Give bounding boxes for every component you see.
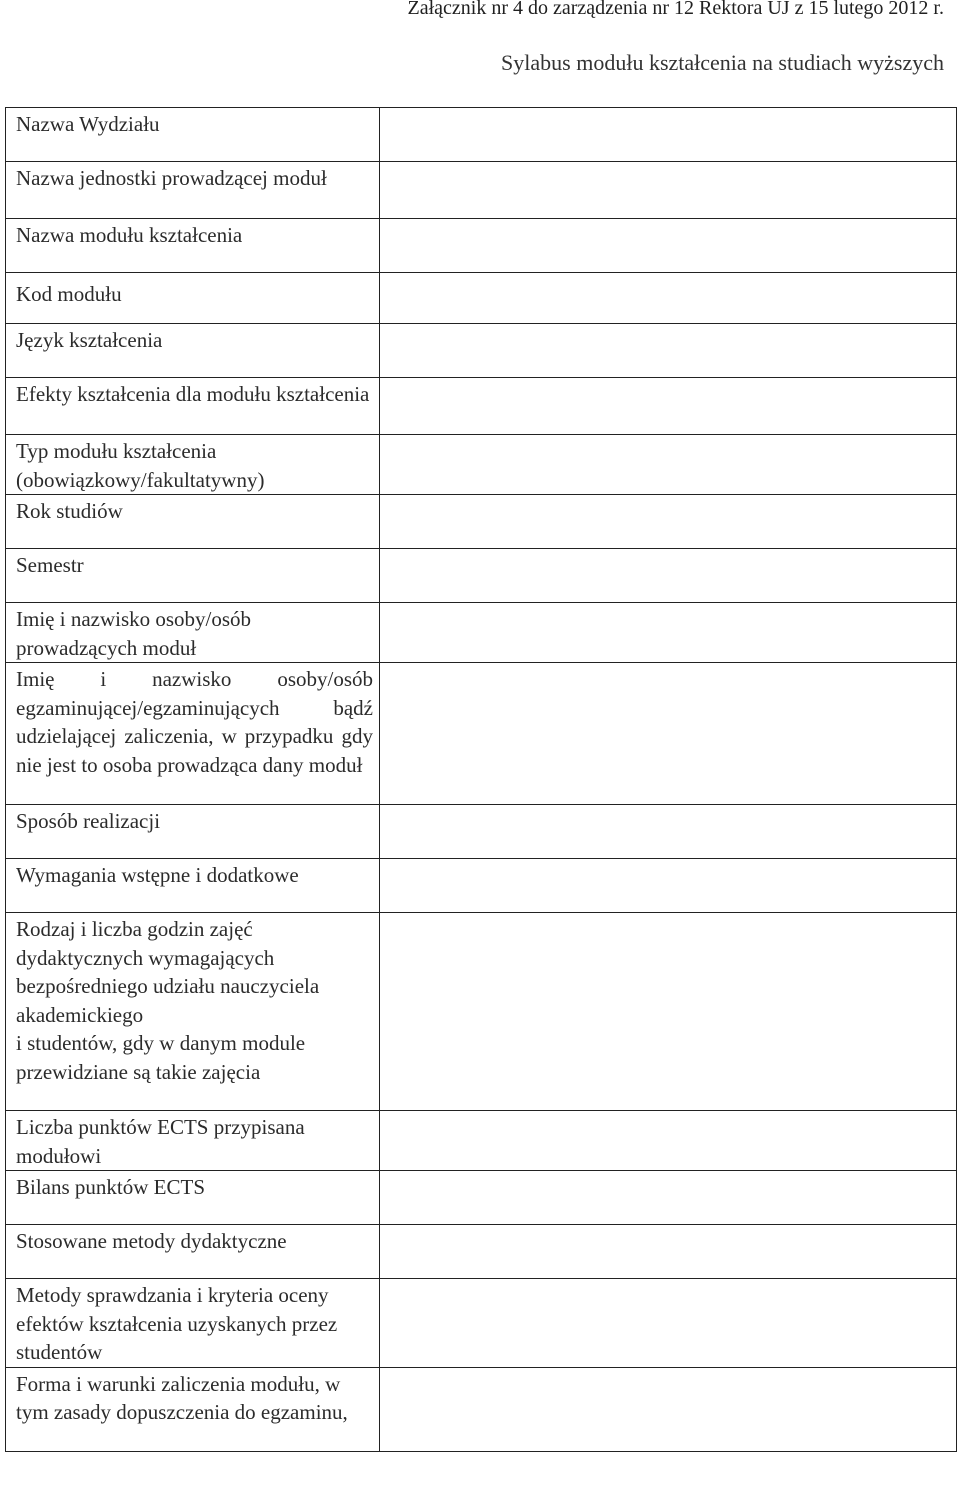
table-row xyxy=(6,1225,957,1279)
row-value-semester[interactable] xyxy=(380,549,957,603)
row-value-module-type[interactable] xyxy=(380,435,957,495)
table-row xyxy=(6,324,957,378)
row-value-year-of-study[interactable] xyxy=(380,495,957,549)
table-row xyxy=(6,378,957,435)
table-row xyxy=(6,435,957,495)
row-label-teaching-methods: Stosowane metody dydaktyczne xyxy=(6,1225,380,1279)
row-label-year-of-study: Rok studiów xyxy=(6,495,380,549)
row-label-module-type: Typ modułu kształcenia (obowiązkowy/fakultatywny) xyxy=(6,435,380,495)
document-title: Sylabus modułu kształcenia na studiach wyższych xyxy=(501,50,944,75)
row-value-module-code[interactable] xyxy=(380,273,957,324)
annex-reference: Załącznik nr 4 do zarządzenia nr 12 Rektora UJ z 15 lutego 2012 r. xyxy=(407,0,944,19)
row-label-completion-conditions: Forma i warunki zaliczenia modułu, w tym zasady dopuszczenia do egzaminu, xyxy=(6,1367,380,1451)
row-value-delivery-method[interactable] xyxy=(380,805,957,859)
row-value-instructors[interactable] xyxy=(380,603,957,663)
row-label-instructors: Imię i nazwisko osoby/osób prowadzących moduł xyxy=(6,603,380,663)
row-label-examiners: Imię i nazwisko osoby/osób egzaminującej/egzaminujących bądź udzielającej zaliczenia, w przypadku gdy nie jest to osoba prowadząca dany moduł xyxy=(6,663,380,805)
table-row xyxy=(6,495,957,549)
row-value-teaching-methods[interactable] xyxy=(380,1225,957,1279)
table-row xyxy=(6,603,957,663)
row-label-language: Język kształcenia xyxy=(6,324,380,378)
row-label-ects-points: Liczba punktów ECTS przypisana modułowi xyxy=(6,1111,380,1171)
row-value-ects-points[interactable] xyxy=(380,1111,957,1171)
row-label-module-code: Kod modułu xyxy=(6,273,380,324)
syllabus-table xyxy=(5,107,957,1452)
row-label-unit-name: Nazwa jednostki prowadzącej moduł xyxy=(6,162,380,219)
table-row xyxy=(6,108,957,162)
table-row xyxy=(6,162,957,219)
row-label-assessment-methods: Metody sprawdzania i kryteria oceny efektów kształcenia uzyskanych przez studentów xyxy=(6,1279,380,1368)
row-value-contact-hours[interactable] xyxy=(380,913,957,1111)
table-row xyxy=(6,1279,957,1368)
row-value-ects-balance[interactable] xyxy=(380,1171,957,1225)
row-label-prerequisites: Wymagania wstępne i dodatkowe xyxy=(6,859,380,913)
row-value-completion-conditions[interactable] xyxy=(380,1367,957,1451)
table-row xyxy=(6,219,957,273)
row-value-unit-name[interactable] xyxy=(380,162,957,219)
row-label-contact-hours: Rodzaj i liczba godzin zajęć dydaktycznych wymagających bezpośredniego udziału nauczyciela akademickiego i studentów, gdy w danym module przewidziane są takie zajęcia xyxy=(6,913,380,1111)
row-label-learning-outcomes: Efekty kształcenia dla modułu kształcenia xyxy=(6,378,380,435)
table-row xyxy=(6,859,957,913)
row-label-module-name: Nazwa modułu kształcenia xyxy=(6,219,380,273)
row-value-faculty-name[interactable] xyxy=(380,108,957,162)
row-value-examiners[interactable] xyxy=(380,663,957,805)
table-row xyxy=(6,1171,957,1225)
row-value-module-name[interactable] xyxy=(380,219,957,273)
row-label-delivery-method: Sposób realizacji xyxy=(6,805,380,859)
table-row xyxy=(6,1367,957,1451)
row-value-learning-outcomes[interactable] xyxy=(380,378,957,435)
row-value-assessment-methods[interactable] xyxy=(380,1279,957,1368)
row-value-prerequisites[interactable] xyxy=(380,859,957,913)
row-label-ects-balance: Bilans punktów ECTS xyxy=(6,1171,380,1225)
table-row xyxy=(6,1111,957,1171)
table-row xyxy=(6,273,957,324)
table-row xyxy=(6,549,957,603)
table-row xyxy=(6,663,957,805)
table-row xyxy=(6,805,957,859)
row-label-semester: Semestr xyxy=(6,549,380,603)
row-value-language[interactable] xyxy=(380,324,957,378)
row-label-faculty-name: Nazwa Wydziału xyxy=(6,108,380,162)
table-row xyxy=(6,913,957,1111)
